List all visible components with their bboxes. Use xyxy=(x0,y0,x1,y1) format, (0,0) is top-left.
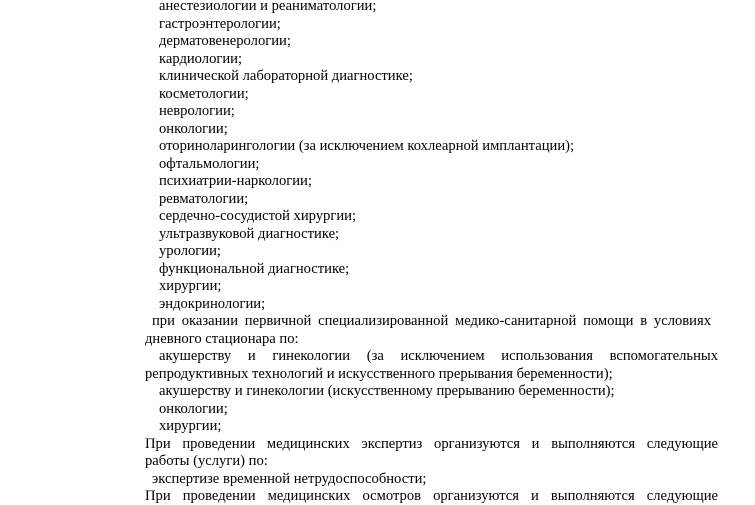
expertise-paragraph: При проведении медицинских экспертиз организуются и выполняются следующие xyxy=(145,435,718,452)
day-hospital-intro: при оказании первичной специализированной медико-санитарной помощи в условиях xyxy=(152,313,711,329)
list-item: гастроэнтерологии; xyxy=(159,15,281,32)
list-item: онкологии; xyxy=(159,120,228,137)
list-item: эндокринологии; xyxy=(159,295,266,312)
list-item: хирургии; xyxy=(159,278,222,294)
list-item: дерматовенерологии; xyxy=(159,33,291,49)
list-item: анестезиологии и реаниматологии; xyxy=(159,0,377,14)
list-item: урологии; xyxy=(159,243,221,259)
day-hospital-item: онкологии; xyxy=(159,400,228,417)
list-item: неврологии; xyxy=(159,103,235,119)
list-item: оториноларингологии (за исключением кохлеарной имплантации); xyxy=(159,138,575,154)
day-hospital-item: акушерству и гинекологии (искусственному прерыванию беременности); xyxy=(159,383,615,399)
list-item: клинической лабораторной диагностике; xyxy=(159,68,413,84)
list-item: кардиологии; xyxy=(159,50,243,67)
expertise-paragraph-cont: работы (услуги) по: xyxy=(145,453,268,469)
day-hospital-item: акушерству и гинекологии (за исключением использования вспомогательных xyxy=(159,348,718,364)
list-item: функциональной диагностике; xyxy=(159,260,350,277)
checkups-paragraph: При проведении медицинских осмотров организуются и выполняются следующие xyxy=(145,488,718,504)
list-item: косметологии; xyxy=(159,85,249,102)
list-item: офтальмологии; xyxy=(159,155,260,172)
list-item: ревматологии; xyxy=(159,190,249,207)
list-item: ультразвуковой диагностике; xyxy=(159,225,340,242)
list-item: психиатрии-наркологии; xyxy=(159,173,312,189)
expertise-item: экспертизе временной нетрудоспособности; xyxy=(152,470,427,487)
day-hospital-item-cont: репродуктивных технологий и искусственного прерывания беременности); xyxy=(145,365,613,382)
day-hospital-intro-cont: дневного стационара по: xyxy=(145,330,299,347)
list-item: сердечно-сосудистой хирургии; xyxy=(159,208,357,224)
day-hospital-item: хирургии; xyxy=(159,418,222,434)
